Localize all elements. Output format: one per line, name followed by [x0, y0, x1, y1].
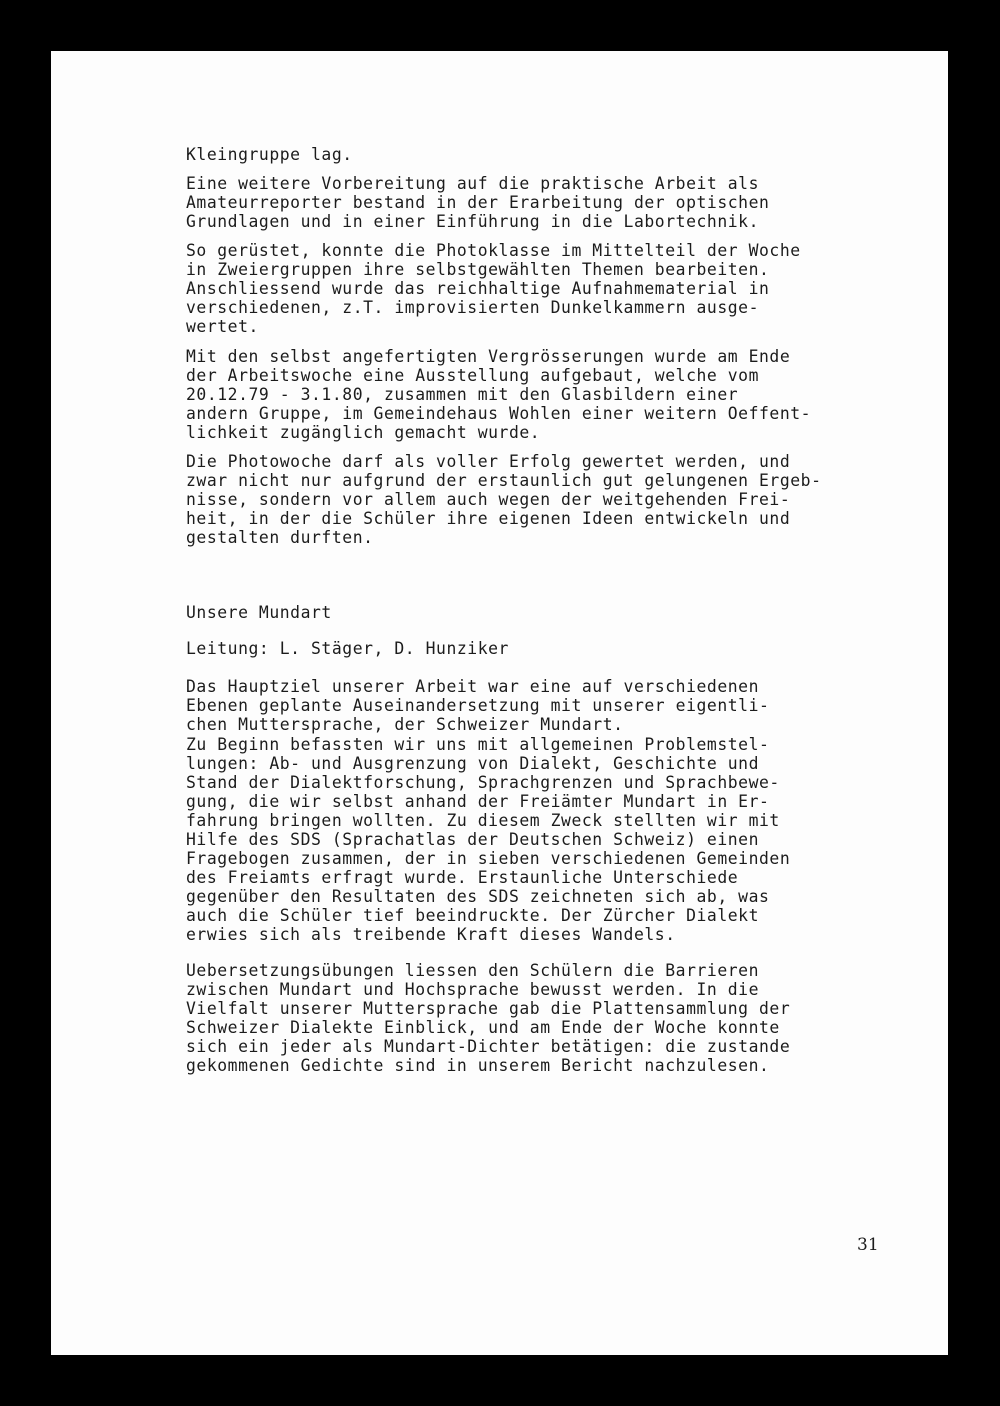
text-line: des Freiamts erfragt wurde. Erstaunliche Unterschiede [186, 868, 739, 887]
text-line: So gerüstet, konnte die Photoklasse im Mittelteil der Woche [186, 241, 801, 260]
text-line: Eine weitere Vorbereitung auf die praktische Arbeit als [186, 174, 759, 193]
text-line: Uebersetzungsübungen liessen den Schülern die Barrieren [186, 961, 759, 980]
text-line: 20.12.79 - 3.1.80, zusammen mit den Glasbildern einer [186, 385, 739, 404]
text-line: Kleingruppe lag. [186, 145, 353, 164]
text-line: gung, die wir selbst anhand der Freiämter Mundart in Er- [186, 792, 770, 811]
text-line: sich ein jeder als Mundart-Dichter betätigen: die zustande [186, 1037, 791, 1056]
paragraph [186, 174, 769, 231]
text-line: Hilfe des SDS (Sprachatlas der Deutschen Schweiz) einen [186, 830, 759, 849]
text-line: auch die Schüler tief beeindruckte. Der Zürcher Dialekt [186, 906, 759, 925]
text-line: Grundlagen und in einer Einführung in die Labortechnik. [186, 212, 759, 231]
paragraph [186, 241, 801, 336]
text-line: andern Gruppe, im Gemeindehaus Wohlen einer weitern Oeffent- [186, 404, 812, 423]
text-line: erwies sich als treibende Kraft dieses Wandels. [186, 925, 676, 944]
text-line: zwischen Mundart und Hochsprache bewusst werden. In die [186, 980, 759, 999]
text-line: fahrung bringen wollten. Zu diesem Zweck stellten wir mit [186, 811, 780, 830]
text-line: wertet. [186, 317, 259, 336]
text-line: nisse, sondern vor allem auch wegen der weitgehenden Frei- [186, 490, 791, 509]
section-leaders [186, 639, 509, 658]
text-line: zwar nicht nur aufgrund der erstaunlich gut gelungenen Ergeb- [186, 471, 822, 490]
text-line: Schweizer Dialekte Einblick, und am Ende der Woche konnte [186, 1018, 780, 1037]
text-line: Das Hauptziel unserer Arbeit war eine auf verschiedenen [186, 677, 759, 696]
paragraph [186, 347, 811, 442]
section-title [186, 603, 332, 622]
page-number: 31 [857, 1235, 879, 1255]
text-line: gekommenen Gedichte sind in unserem Bericht nachzulesen. [186, 1056, 770, 1075]
paragraph [186, 677, 769, 734]
text-line: Anschliessend wurde das reichhaltige Aufnahmematerial in [186, 279, 770, 298]
text-line: Zu Beginn befassten wir uns mit allgemeinen Problemstel- [186, 735, 770, 754]
text-line: chen Muttersprache, der Schweizer Mundart. [186, 715, 624, 734]
text-line: Vielfalt unserer Muttersprache gab die Plattensammlung der [186, 999, 791, 1018]
paragraph [186, 735, 790, 944]
text-line: gegenüber den Resultaten des SDS zeichneten sich ab, was [186, 887, 770, 906]
text-line: lungen: Ab- und Ausgrenzung von Dialekt, Geschichte und [186, 754, 759, 773]
text-line: Ebenen geplante Auseinandersetzung mit unserer eigentli- [186, 696, 770, 715]
text-line: Unsere Mundart [186, 603, 332, 622]
text-line: Amateurreporter bestand in der Erarbeitung der optischen [186, 193, 770, 212]
text-line: der Arbeitswoche eine Ausstellung aufgebaut, welche vom [186, 366, 759, 385]
paragraph [186, 452, 822, 547]
text-line: Mit den selbst angefertigten Vergrösserungen wurde am Ende [186, 347, 791, 366]
text-line: in Zweiergruppen ihre selbstgewählten Themen bearbeiten. [186, 260, 770, 279]
paragraph [186, 145, 353, 164]
text-line: Die Photowoche darf als voller Erfolg gewertet werden, und [186, 452, 791, 471]
document-page [51, 51, 948, 1355]
text-line: Fragebogen zusammen, der in sieben verschiedenen Gemeinden [186, 849, 791, 868]
text-line: Leitung: L. Stäger, D. Hunziker [186, 639, 509, 658]
text-line: verschiedenen, z.T. improvisierten Dunkelkammern ausge- [186, 298, 759, 317]
text-line: Stand der Dialektforschung, Sprachgrenzen und Sprachbewe- [186, 773, 780, 792]
text-line: heit, in der die Schüler ihre eigenen Ideen entwickeln und [186, 509, 791, 528]
text-line: gestalten durften. [186, 528, 374, 547]
text-line: lichkeit zugänglich gemacht wurde. [186, 423, 541, 442]
paragraph [186, 961, 790, 1075]
